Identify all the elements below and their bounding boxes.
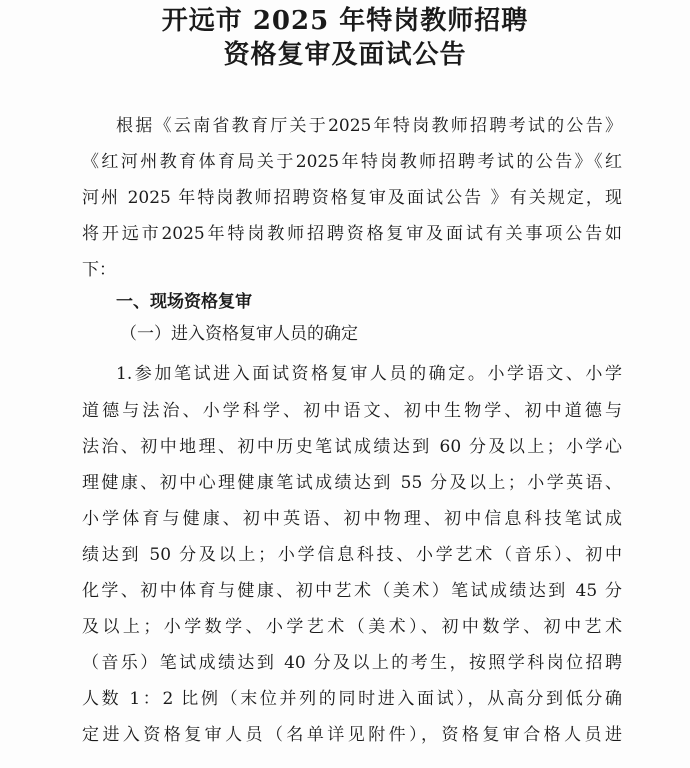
document-title-line-2: 资格复审及面试公告 xyxy=(223,40,467,70)
intro-paragraph-line: 将开远市2025年特岗教师招聘资格复审及面试有关事项公告如 xyxy=(82,224,622,244)
item-paragraph-line: 1.参加笔试进入面试资格复审人员的确定。小学语文、小学 xyxy=(116,364,622,384)
intro-paragraph-line: 河州 2025 年特岗教师招聘资格复审及面试公告 》有关规定，现 xyxy=(82,188,622,208)
intro-paragraph-line: 下： xyxy=(82,260,116,280)
item-paragraph-line: 绩达到 50 分及以上；小学信息科技、小学艺术（音乐）、初中 xyxy=(82,545,622,565)
subsection-heading: （一）进入资格复审人员的确定 xyxy=(120,324,358,344)
item-paragraph-line: 及以上；小学数学、小学艺术（美术）、初中数学、初中艺术 xyxy=(82,617,622,637)
item-paragraph-line: 定进入资格复审人员（名单详见附件），资格复审合格人员进 xyxy=(82,725,622,745)
intro-paragraph-line: 根据《云南省教育厅关于2025年特岗教师招聘考试的公告》 xyxy=(116,116,622,136)
item-paragraph-line: 人数 1：2 比例（末位并列的同时进入面试），从高分到低分确 xyxy=(82,689,622,709)
item-paragraph-line: 法治、初中地理、初中历史笔试成绩达到 60 分及以上；小学心 xyxy=(82,437,622,457)
section-heading: 一、现场资格复审 xyxy=(116,292,252,312)
document-title-line-1: 开远市 2025 年特岗教师招聘 xyxy=(161,6,529,36)
intro-paragraph-line: 《红河州教育体育局关于2025年特岗教师招聘考试的公告》《红 xyxy=(82,152,622,172)
item-paragraph-line: 理健康、初中心理健康笔试成绩达到 55 分及以上；小学英语、 xyxy=(82,473,622,493)
item-paragraph-line: 小学体育与健康、初中英语、初中物理、初中信息科技笔试成 xyxy=(82,509,622,529)
item-paragraph-line: （音乐）笔试成绩达到 40 分及以上的考生，按照学科岗位招聘 xyxy=(82,653,622,673)
item-paragraph-line: 道德与法治、小学科学、初中语文、初中生物学、初中道德与 xyxy=(82,401,622,421)
item-paragraph-line: 化学、初中体育与健康、初中艺术（美术）笔试成绩达到 45 分 xyxy=(82,581,622,601)
